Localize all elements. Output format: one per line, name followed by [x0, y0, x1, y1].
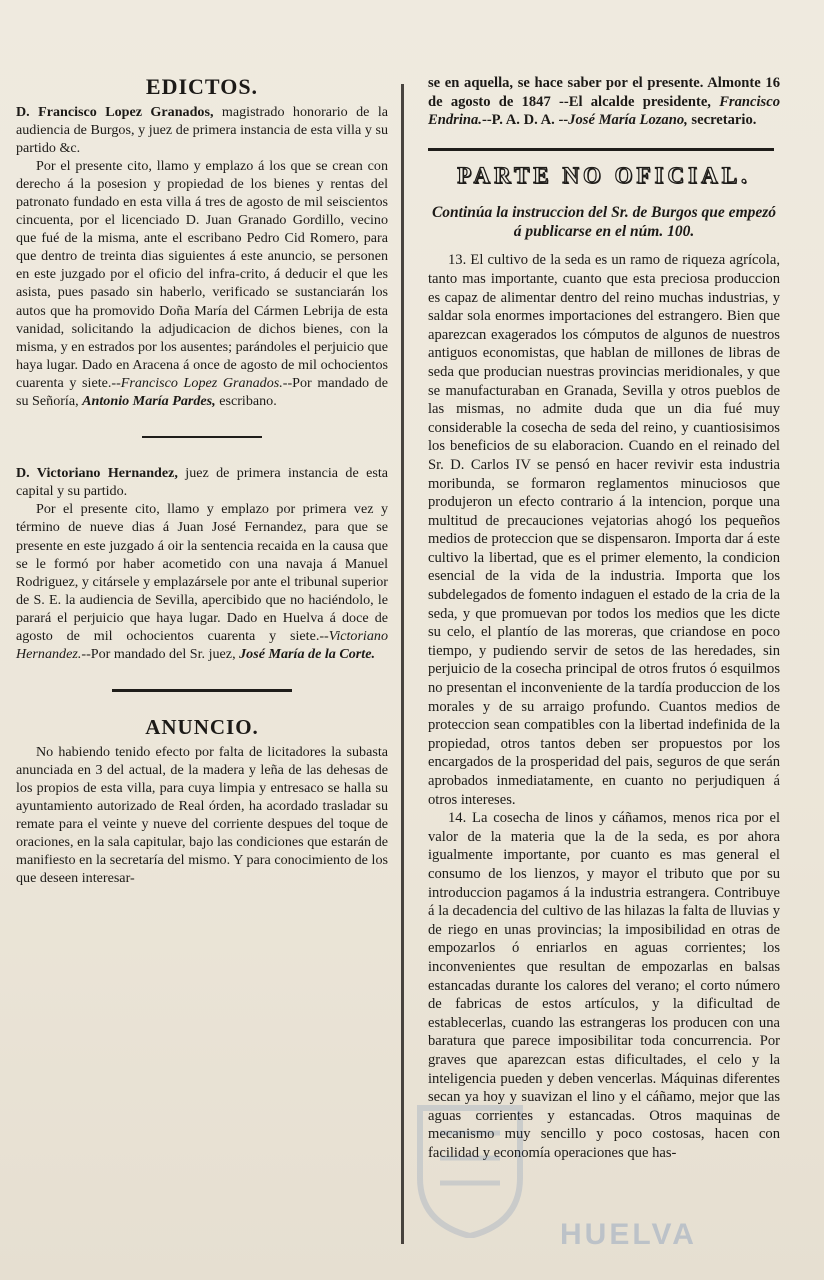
right-column	[428, 74, 780, 1162]
edict2-body-text: Por el presente cito, llamo y emplazo por primera vez y término de nueve dias á Juan José Fernandez, para que se presente en este juzgado á oir la sentencia recaida en la causa que se le formó por haber acometido con una navaja á Manuel Rodriguez, y citársele y emplazársele por ante el tribunal superior de S. E. la audiencia de Sevilla, apercibido que no haciéndolo, le parará el perjuicio que haya lugar. Dado en Huelva á doce de agosto de mil ochocientos cuarenta y siete.--	[16, 501, 388, 644]
parte-no-oficial-heading: PARTE NO OFICIAL.	[457, 162, 751, 188]
paragraph-13: 13. El cultivo de la seda es un ramo de riqueza agrícola, tanto mas importante, cuanto que esta preciosa produccion es capaz de alimentar dentro del reino muchas industrias, y saldar sola enormes importaciones del estrangero. Bien que aparezcan exagerados los cómputos de algunos de nuestros antiguos economistas, que hablan de millones de libras de seda que producian nuestras provincias meridionales, y que se manufacturaban en Granada, Sevilla y otros pueblos de las mismas, no admite duda que un dia fué muy considerable la cosecha de seda del reino, y cuantiosisimos los beneficios de su elaboracion. Cuando en el reinado del Sr. D. Carlos IV se pensó en hacer revivir esta industria moribunda, se formaron reglamentos minuciosos que produjeron un efecto contrario á la intencion, porque una multitud de precauciones vejatorias ahogó los pequeños medios de proteccion que se dispensaron. Importa dar á este cultivo la libertad, que es el primer elemento, la condicion esencial de la vida de la industria. Importa que los subdelegados de fomento indaguen el estado de la cria de la seda, y que promuevan por todos los medios que les dicte su celo, el plantío de las moreras, que criandose en poco tiempo, y pudiendo servir de setos de las heredades, sin perjuicio de la cosecha principal de otros frutos ó esquilmos no presentan el inconveniente de la tardía produccion de los morales y de su arraigo profundo. Cuantos medios de proteccion sean compatibles con la libertad indefinida de la propiedad, otros tantos deben ser propuestos por los encargados de la prosperidad del pais, seguros de que serán aprobados inmediatamente, en cuanto no perjudiquen á otros intereses.	[428, 252, 780, 808]
edict2-judge-title: juez de primera instancia de esta capital y su partido.	[16, 465, 389, 500]
anuncio-signature-secretary: José María Lozano,	[568, 112, 688, 129]
edict1-signature-clerk: Antonio María Pardes,	[82, 393, 216, 410]
edict1-judge-name: D. Francisco Lopez Granados,	[16, 103, 214, 120]
anuncio-body: No habiendo tenido efecto por falta de licitadores la subasta anunciada en 3 del actual, de la madera y leña de las dehesas de los propios de esta villa, para cuya limpia y entresaco se halla su ayuntamiento autorizado de Real órden, ha acordado trasladar su remate para el veinte y nueve del corriente despues del toque de oraciones, en la sala capitular, bajo las condiciones que estarán de manifiesto en la secretaría del mismo. Y para conocimiento de los que deseen interesar-	[16, 743, 388, 887]
edict1-judge-title: magistrado honorario de la audiencia de Burgos, y juez de primera instancia de esta villa y su partido &c.	[16, 103, 389, 156]
edict1-body	[16, 157, 388, 410]
edict2-body	[16, 500, 388, 663]
anuncio-continuation	[428, 74, 780, 130]
anuncio-heading: ANUNCIO.	[145, 715, 259, 740]
archive-watermark: HUELVA	[560, 1218, 697, 1251]
edict1-signature-judge: Francisco Lopez Granados.	[120, 374, 283, 391]
edictos-heading: EDICTOS.	[145, 74, 259, 99]
separator-rule	[142, 436, 262, 438]
anuncio-cont-mid: --P. A. D. A. --	[481, 112, 569, 129]
section-rule	[428, 148, 774, 151]
column-divider	[401, 84, 404, 1244]
paragraph-14: 14. La cosecha de linos y cáñamos, menos rica por el valor de la materia que la de la seda, es por ahora igualmente importante, por cuanto es mas general el consumo de los lienzos, y mayor el tributo que por su introduccion pagamos á la industria estrangera. Contribuye á la decadencia del cultivo de las hilazas la falta de lluvias y de riego en unas provincias; la imposibilidad en otras de empozarlos ó enriarlos en aguas corrientes; los inconvenientes que resultan de empozarlas en balsas estancadas durante los calores del verano; el corto número de fabricas de estos artículos, y la dificultad de establecerlas, cuando las estrangeras los producen con una baratura que parece imposibilitar toda concurrencia. Por graves que aparezcan estas dificultades, el celo y la inteligencia pueden y deben vencerlas. Máquinas diferentes secan ya hoy y suavizan el lino y el cáñamo, mejor que las aguas corrientes y estancadas. Otros maquinas de mecanismo muy sencillo y poco costosas, hacen con facilidad y economía operaciones que has-	[428, 810, 780, 1161]
edict-hernandez	[16, 464, 388, 663]
edict-lopez-granados	[16, 103, 388, 411]
edict1-tail: escribano.	[215, 393, 277, 410]
edict2-signature-judge: Victoriano Hernandez.	[16, 627, 388, 663]
edict1-mandate: --Por mandado de su Señoría,	[16, 374, 388, 410]
edict1-heading	[16, 103, 388, 157]
faded-crest-icon	[410, 1088, 530, 1238]
edict2-judge-name: D. Victoriano Hernandez,	[16, 465, 178, 482]
edict1-body-text: Por el presente cito, llamo y emplazo á los que se crean con derecho á la posesion y propiedad de los bienes y rentas del patronato fundado en esta villa á tres de agosto de mil seiscientos cincuenta, por el licenciado D. Juan Granado Gordillo, vecino que fué de la misma, ante el escribano Pedro Cid Romero, para que dentro de treinta dias siguientes á este anuncio, se personen en este juzgado por el oficio del infra-crito, á deducir el que les asista, pues pasado sin haberlo, verificado se sustanciarán los autos que ha promovido Doña María del Cármen Lebrija de esta vanidad, solicitando la adjudicacion de dichos bienes, con la misma, y en estrados por los ausentes; parándoles el perjuicio que haya lugar. Dado en Aracena á once de agosto de mil ochocientos cuarenta y siete.--	[16, 157, 388, 391]
anuncio-cont-text: se en aquella, se hace saber por el presente. Almonte 16 de agosto de 1847 --El alcalde presidente,	[428, 75, 780, 110]
anuncio-cont-tail: secretario.	[687, 112, 757, 129]
left-column	[16, 70, 388, 887]
anuncio-signature-mayor: Francisco Endrina.	[428, 93, 780, 129]
instruction-subtitle: Continúa la instruccion del Sr. de Burgos que empezó á publicarse en el núm. 100.	[431, 204, 777, 241]
separator-rule	[112, 689, 292, 692]
edict2-signature-clerk: José María de la Corte.	[239, 646, 375, 663]
edict2-mandate: --Por mandado del Sr. juez,	[81, 646, 240, 663]
edict2-heading	[16, 464, 388, 500]
